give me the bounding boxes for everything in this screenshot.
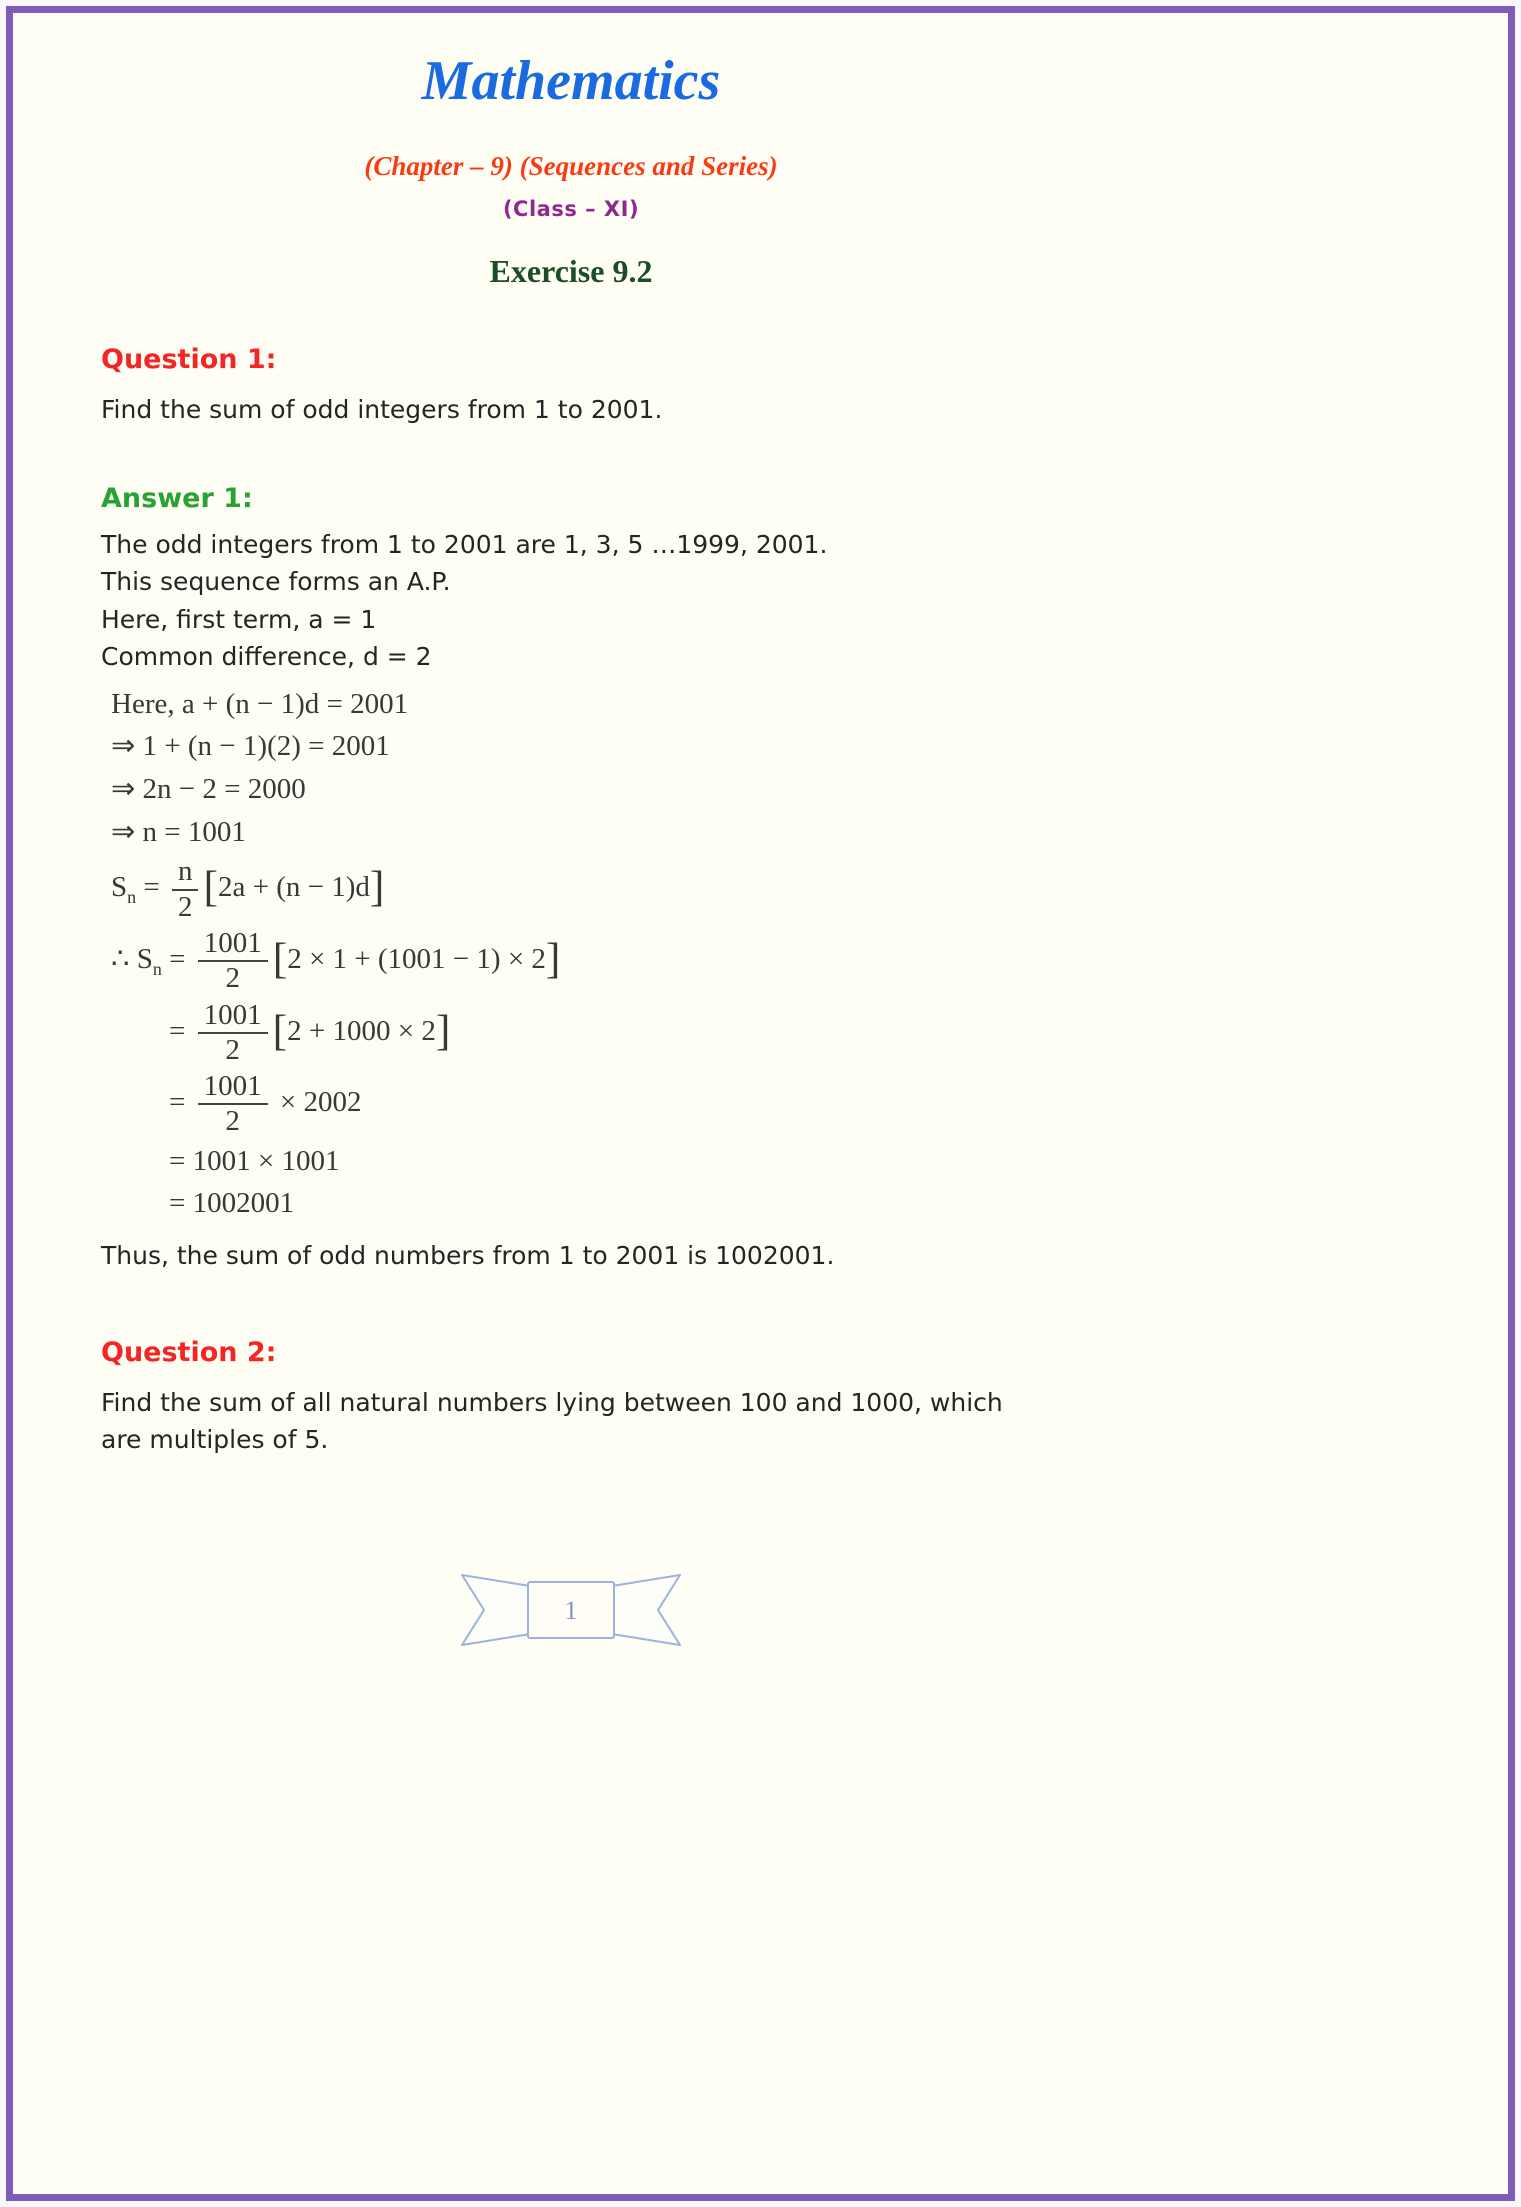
equation-line: = $\frac{1001}{2}$ × 2002 — [169, 1070, 362, 1138]
answer-1-label: Answer 1: — [101, 482, 253, 514]
chapter-line: (Chapter – 9) (Sequences and Series) — [364, 151, 778, 181]
answer-line-3: Here, first term, a = 1 — [101, 604, 377, 634]
equation-line: = 1001 × 1001 — [169, 1144, 340, 1177]
document-page — [6, 6, 1515, 2201]
ribbon-right-tail — [612, 1575, 680, 1645]
ribbon-graphic — [454, 1571, 688, 1651]
question-2-label: Question 2: — [101, 1336, 277, 1368]
exercise-heading: Exercise 9.2 — [489, 253, 653, 289]
answer-line-4: Common difference, d = 2 — [101, 642, 432, 671]
equation-line: Here, a + (n − 1)d = 2001 — [111, 687, 409, 720]
question-2-text: Find the sum of all natural numbers lying between 100 and 1000, which are multiples of 5. — [101, 1387, 1003, 1455]
equation-line: ∴ $S_n$ = $\frac{1001}{2}$ [2 × 1 + (1001 − 1) × 2] — [111, 926, 561, 995]
equation-line: ⇒ n = 1001 — [111, 815, 246, 848]
page-number-ribbon — [454, 1571, 688, 1655]
page-number: 1 — [564, 1595, 578, 1625]
question-1-label: Question 1: — [101, 344, 277, 375]
question-1-text: Find the sum of odd integers from 1 to 2001. — [101, 395, 663, 424]
equations-block — [101, 686, 1041, 1224]
equation-line: = 1002001 — [169, 1187, 295, 1220]
equation-line: = $\frac{1001}{2}$ [2 + 1000 × 2] — [169, 998, 451, 1066]
page-content — [101, 13, 1041, 1655]
equation-line: $S_n$ = $\frac{n}{2}$ [2a + (n − 1)d] — [111, 855, 385, 923]
equation-line: ⇒ 1 + (n − 1)(2) = 2001 — [111, 730, 390, 763]
answer-line-1: The odd integers from 1 to 2001 are 1, 3, 5 …1999, 2001. — [101, 529, 828, 559]
equation-line: ⇒ 2n − 2 = 2000 — [111, 772, 306, 805]
answer-line-2: This sequence forms an A.P. — [101, 567, 451, 596]
class-line: (Class – XI) — [502, 197, 640, 221]
doc-title: Mathematics — [421, 50, 721, 112]
conclusion-text: Thus, the sum of odd numbers from 1 to 2001 is 1002001. — [101, 1241, 835, 1271]
ribbon-left-tail — [462, 1575, 530, 1645]
